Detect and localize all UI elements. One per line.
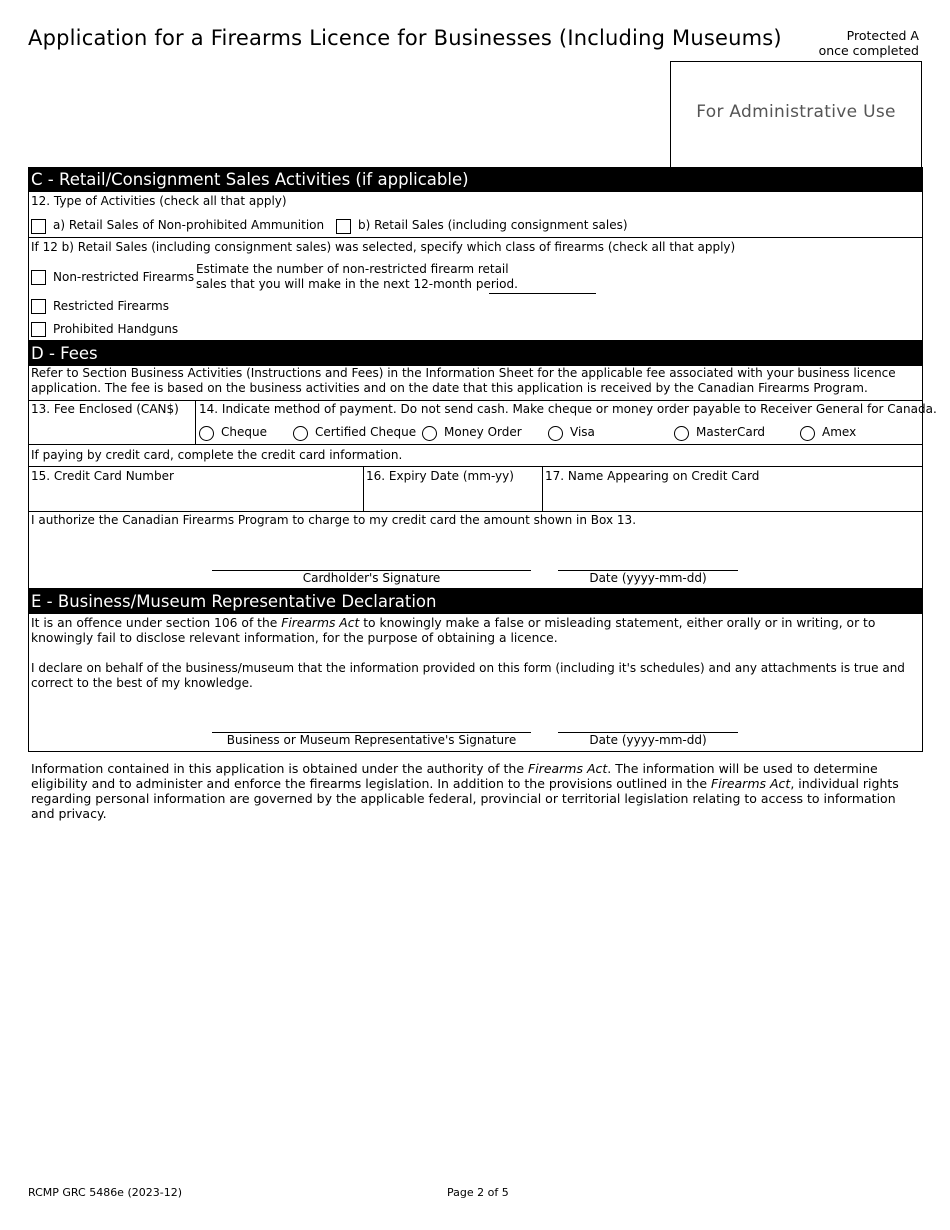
nonrestricted-checkbox[interactable] [31,270,46,285]
nonrestricted-label: Non-restricted Firearms [53,270,195,284]
protected-line-2: once completed [818,43,919,58]
divider [195,400,196,444]
privacy-part-2: . The information will be used to determine eligibility and to administer and enforce the firearms legislation. In addition to the provisions outlined in the [31,761,878,791]
prohibited-checkbox[interactable] [31,322,46,337]
amex-label: Amex [822,425,857,439]
divider [28,444,923,445]
divider [28,511,923,512]
cheque-radio[interactable] [199,426,214,441]
privacy-notice [31,761,919,821]
class-prompt: If 12 b) Retail Sales (including consignment sales) was selected, specify which class of firearms (check all that apply) [31,240,736,254]
money-order-radio[interactable] [422,426,437,441]
estimate-input[interactable] [489,293,596,294]
amex-radio[interactable] [800,426,815,441]
estimate-line-2: sales that you will make in the next 12-month period. [196,277,518,291]
privacy-act-1: Firearms Act [528,761,608,776]
mastercard-label: MasterCard [696,425,766,439]
page-title: Application for a Firearms Licence for Businesses (Including Museums) [28,26,782,50]
q12b-checkbox[interactable] [336,219,351,234]
q12b-label: b) Retail Sales (including consignment sales) [358,218,628,232]
restricted-checkbox[interactable] [31,299,46,314]
prohibited-label: Prohibited Handguns [53,322,179,336]
cardholder-signature-caption: Cardholder's Signature [302,571,441,585]
estimate-line-1: Estimate the number of non-restricted firearm retail [196,262,509,276]
section-e-heading: E - Business/Museum Representative Declaration [28,589,923,614]
visa-label: Visa [570,425,595,439]
visa-radio[interactable] [548,426,563,441]
q16-label: 16. Expiry Date (mm-yy) [366,469,514,483]
page-number: Page 2 of 5 [447,1186,509,1199]
card-date-caption: Date (yyyy-mm-dd) [589,571,707,585]
cardholder-name-input[interactable] [546,486,918,508]
certified-cheque-radio[interactable] [293,426,308,441]
protected-line-1: Protected A [846,28,919,43]
offence-act: Firearms Act [281,616,360,630]
divider [542,466,543,511]
section-c-heading: C - Retail/Consignment Sales Activities (if applicable) [28,167,923,192]
q12a-label: a) Retail Sales of Non-prohibited Ammunition [53,218,325,232]
credit-note: If paying by credit card, complete the credit card information. [31,448,403,462]
q12a-checkbox[interactable] [31,219,46,234]
admin-use-box [670,61,922,167]
form-id: RCMP GRC 5486e (2023-12) [28,1186,182,1199]
credit-card-number-input[interactable] [32,486,359,508]
divider [28,400,923,401]
section-d-heading: D - Fees [28,341,923,366]
divider [363,466,364,511]
authorize-text: I authorize the Canadian Firearms Program to charge to my credit card the amount shown in Box 13. [31,513,637,527]
fees-intro: Refer to Section Business Activities (Instructions and Fees) in the Information Sheet for the applicable fee associated with your business licence application. The fee is based on the business activities and on the date that this application is received by the Canadian Firearms Program. [31,366,896,395]
mastercard-radio[interactable] [674,426,689,441]
q14-label: 14. Indicate method of payment. Do not send cash. Make cheque or money order payable to Receiver General for Canada. [199,402,937,416]
cheque-label: Cheque [221,425,267,439]
divider [28,237,923,238]
q12-label: 12. Type of Activities (check all that apply) [31,194,287,208]
q15-label: 15. Credit Card Number [31,469,174,483]
q17-label: 17. Name Appearing on Credit Card [545,469,760,483]
offence-pre: It is an offence under section 106 of the [31,616,282,630]
admin-use-label: For Administrative Use [696,102,896,122]
offence-post: to knowingly make a false or misleading statement, either orally or in writing, or to knowingly fail to disclose relevant information, for the purpose of obtaining a licence. [31,616,876,645]
certified-cheque-label: Certified Cheque [315,425,417,439]
offence-text [31,616,921,646]
declaration-text: I declare on behalf of the business/museum that the information provided on this form (including it's schedules) and any attachments is true and correct to the best of my knowledge. [31,661,905,690]
protected-notice [819,28,919,58]
restricted-label: Restricted Firearms [53,299,169,313]
divider [28,466,923,467]
privacy-act-2: Firearms Act [711,776,791,791]
q13-label: 13. Fee Enclosed (CAN$) [31,402,179,416]
expiry-date-input[interactable] [367,486,538,508]
representative-signature-caption: Business or Museum Representative's Signature [226,733,517,747]
privacy-part-3: , individual rights regarding personal information are governed by the applicable federal, provincial or territorial legislation relating to access to information and privacy. [31,776,899,821]
declaration-date-caption: Date (yyyy-mm-dd) [589,733,707,747]
privacy-part-1: Information contained in this application is obtained under the authority of the [31,761,529,776]
money-order-label: Money Order [444,425,522,439]
